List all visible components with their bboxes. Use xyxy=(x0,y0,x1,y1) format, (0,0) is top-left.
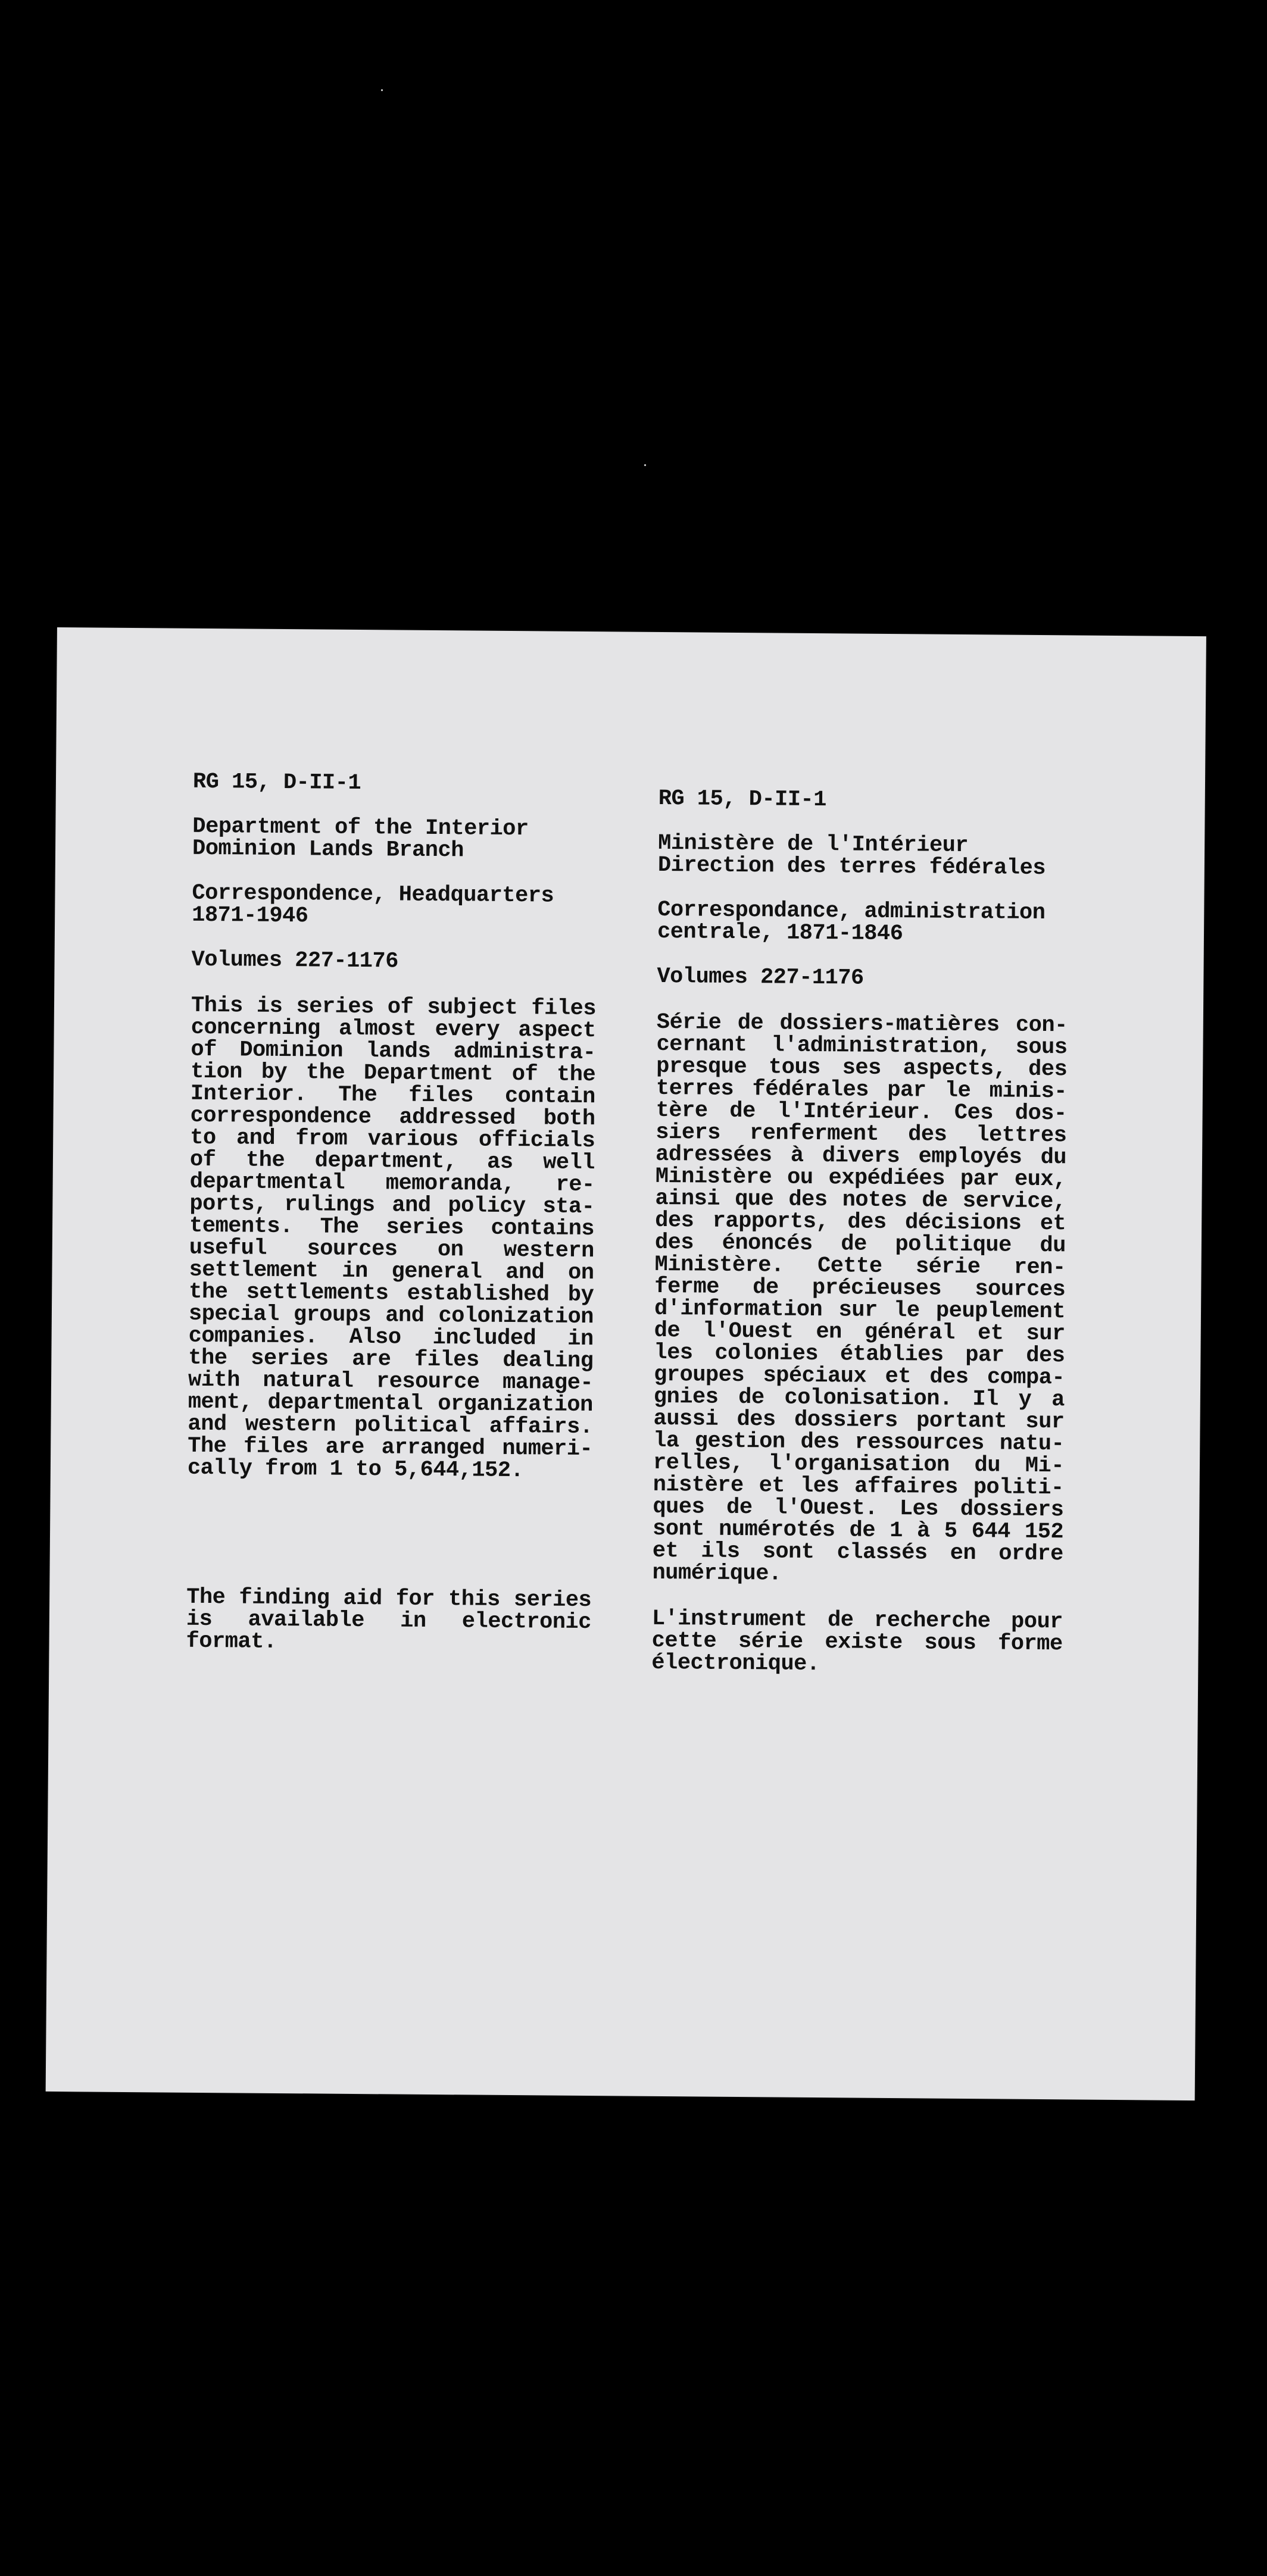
english-description-line: of the department, as well xyxy=(189,1147,595,1176)
french-finding-aid xyxy=(651,1608,1063,1677)
french-description-line: presque tous ses aspects, des xyxy=(656,1053,1068,1083)
french-description-line: les colonies établies par des xyxy=(654,1340,1065,1369)
english-description-line: tion by the Department of the xyxy=(190,1059,596,1088)
english-description-line: This is series of subject files xyxy=(191,993,597,1022)
english-description xyxy=(188,995,596,1483)
french-department: Ministère de l'Intérieur xyxy=(658,830,969,859)
french-title: Correspondance, administration xyxy=(657,897,1046,926)
english-branch: Dominion Lands Branch xyxy=(192,836,464,864)
english-description-line: departmental memoranda, re- xyxy=(189,1169,595,1198)
french-description-line: nistère et les affaires politi- xyxy=(653,1472,1064,1501)
french-dates: centrale, 1871-1846 xyxy=(657,919,903,947)
english-description-line: Interior. The files contain xyxy=(190,1081,595,1110)
english-description-line: to and from various officials xyxy=(190,1125,595,1154)
english-description-line: companies. Also included in xyxy=(188,1323,594,1352)
english-description-line: ment, departmental organization xyxy=(188,1389,593,1418)
french-description-line: Ministère. Cette série ren- xyxy=(654,1252,1066,1281)
french-description-line: ferme de précieuses sources xyxy=(654,1274,1066,1303)
english-description-line: the settlements established by xyxy=(189,1279,594,1308)
english-description-line: the series are files dealing xyxy=(188,1345,594,1374)
english-description-line: concerning almost every aspect xyxy=(191,1015,596,1044)
english-finding-aid-line: is available in electronic xyxy=(186,1606,592,1636)
french-description-line: Série de dossiers-matières con- xyxy=(656,1009,1068,1039)
french-description-line: adressées à divers employés du xyxy=(655,1142,1067,1171)
french-description-line: d'information sur le peuplement xyxy=(654,1296,1066,1325)
french-description-line: Ministère ou expédiées par eux, xyxy=(655,1164,1066,1193)
english-description-line: useful sources on western xyxy=(189,1235,594,1264)
french-description-line: relles, l'organisation du Mi- xyxy=(653,1450,1065,1479)
english-dates: 1871-1946 xyxy=(192,902,308,929)
french-description-line: ainsi que des notes de service, xyxy=(655,1186,1066,1215)
english-description-line: cally from 1 to 5,644,152. xyxy=(187,1455,524,1484)
french-finding-aid-line: électronique. xyxy=(651,1650,820,1677)
english-title: Correspondence, Headquarters xyxy=(192,880,554,909)
scan-speck xyxy=(381,89,383,91)
english-finding-aid-line: format. xyxy=(186,1628,277,1655)
french-description-line: groupes spéciaux et des compa- xyxy=(654,1362,1065,1391)
french-description-line: sont numérotés de 1 à 5 644 152 xyxy=(652,1516,1064,1545)
french-description-line: et ils sont classés en ordre xyxy=(652,1538,1063,1567)
english-description-line: correspondence addressed both xyxy=(190,1103,595,1132)
french-description-line: des rapports, des décisions et xyxy=(655,1208,1066,1237)
document-page xyxy=(46,627,1206,2100)
french-branch: Direction des terres fédérales xyxy=(657,852,1046,881)
french-description-line: numérique. xyxy=(652,1560,782,1587)
english-description-line: ports, rulings and policy sta- xyxy=(189,1191,595,1220)
french-column xyxy=(651,788,1069,1677)
french-description-line: siers renferment des lettres xyxy=(656,1120,1067,1149)
english-department: Department of the Interior xyxy=(192,814,529,842)
english-description-line: of Dominion lands administra- xyxy=(191,1037,596,1066)
english-volumes: Volumes 227-1176 xyxy=(191,947,399,974)
french-description-line: ques de l'Ouest. Les dossiers xyxy=(653,1494,1064,1523)
french-description-line: terres fédérales par le minis- xyxy=(656,1076,1068,1105)
french-description-line: aussi des dossiers portant sur xyxy=(653,1406,1065,1435)
french-finding-aid-line: cette série existe sous forme xyxy=(651,1628,1063,1657)
french-description-line: tère de l'Intérieur. Ces dos- xyxy=(656,1098,1067,1127)
english-finding-aid-line: The finding aid for this series xyxy=(186,1584,592,1614)
french-reference: RG 15, D-II-1 xyxy=(658,786,827,813)
english-description-line: The files are arranged numeri- xyxy=(188,1433,593,1462)
french-description-line: la gestion des ressources natu- xyxy=(653,1428,1065,1457)
french-description-line: des énoncés de politique du xyxy=(654,1230,1066,1259)
english-description-line: tements. The series contains xyxy=(189,1213,595,1242)
french-description-line: gnies de colonisation. Il y a xyxy=(653,1384,1065,1413)
scan-speck xyxy=(644,464,646,466)
english-reference: RG 15, D-II-1 xyxy=(192,769,361,796)
english-description-line: with natural resource manage- xyxy=(188,1367,594,1396)
english-finding-aid xyxy=(186,1584,592,1656)
english-description-line: settlement in general and on xyxy=(189,1257,594,1286)
french-description-line: cernant l'administration, sous xyxy=(656,1031,1068,1061)
english-description-line: and western political affairs. xyxy=(188,1411,593,1440)
french-description xyxy=(652,1009,1068,1587)
french-finding-aid-line: L'instrument de recherche pour xyxy=(651,1606,1063,1635)
english-description-line: special groups and colonization xyxy=(188,1301,594,1330)
french-volumes: Volumes 227-1176 xyxy=(657,964,864,991)
english-column xyxy=(186,771,598,1656)
french-description-line: de l'Ouest en général et sur xyxy=(654,1318,1065,1347)
